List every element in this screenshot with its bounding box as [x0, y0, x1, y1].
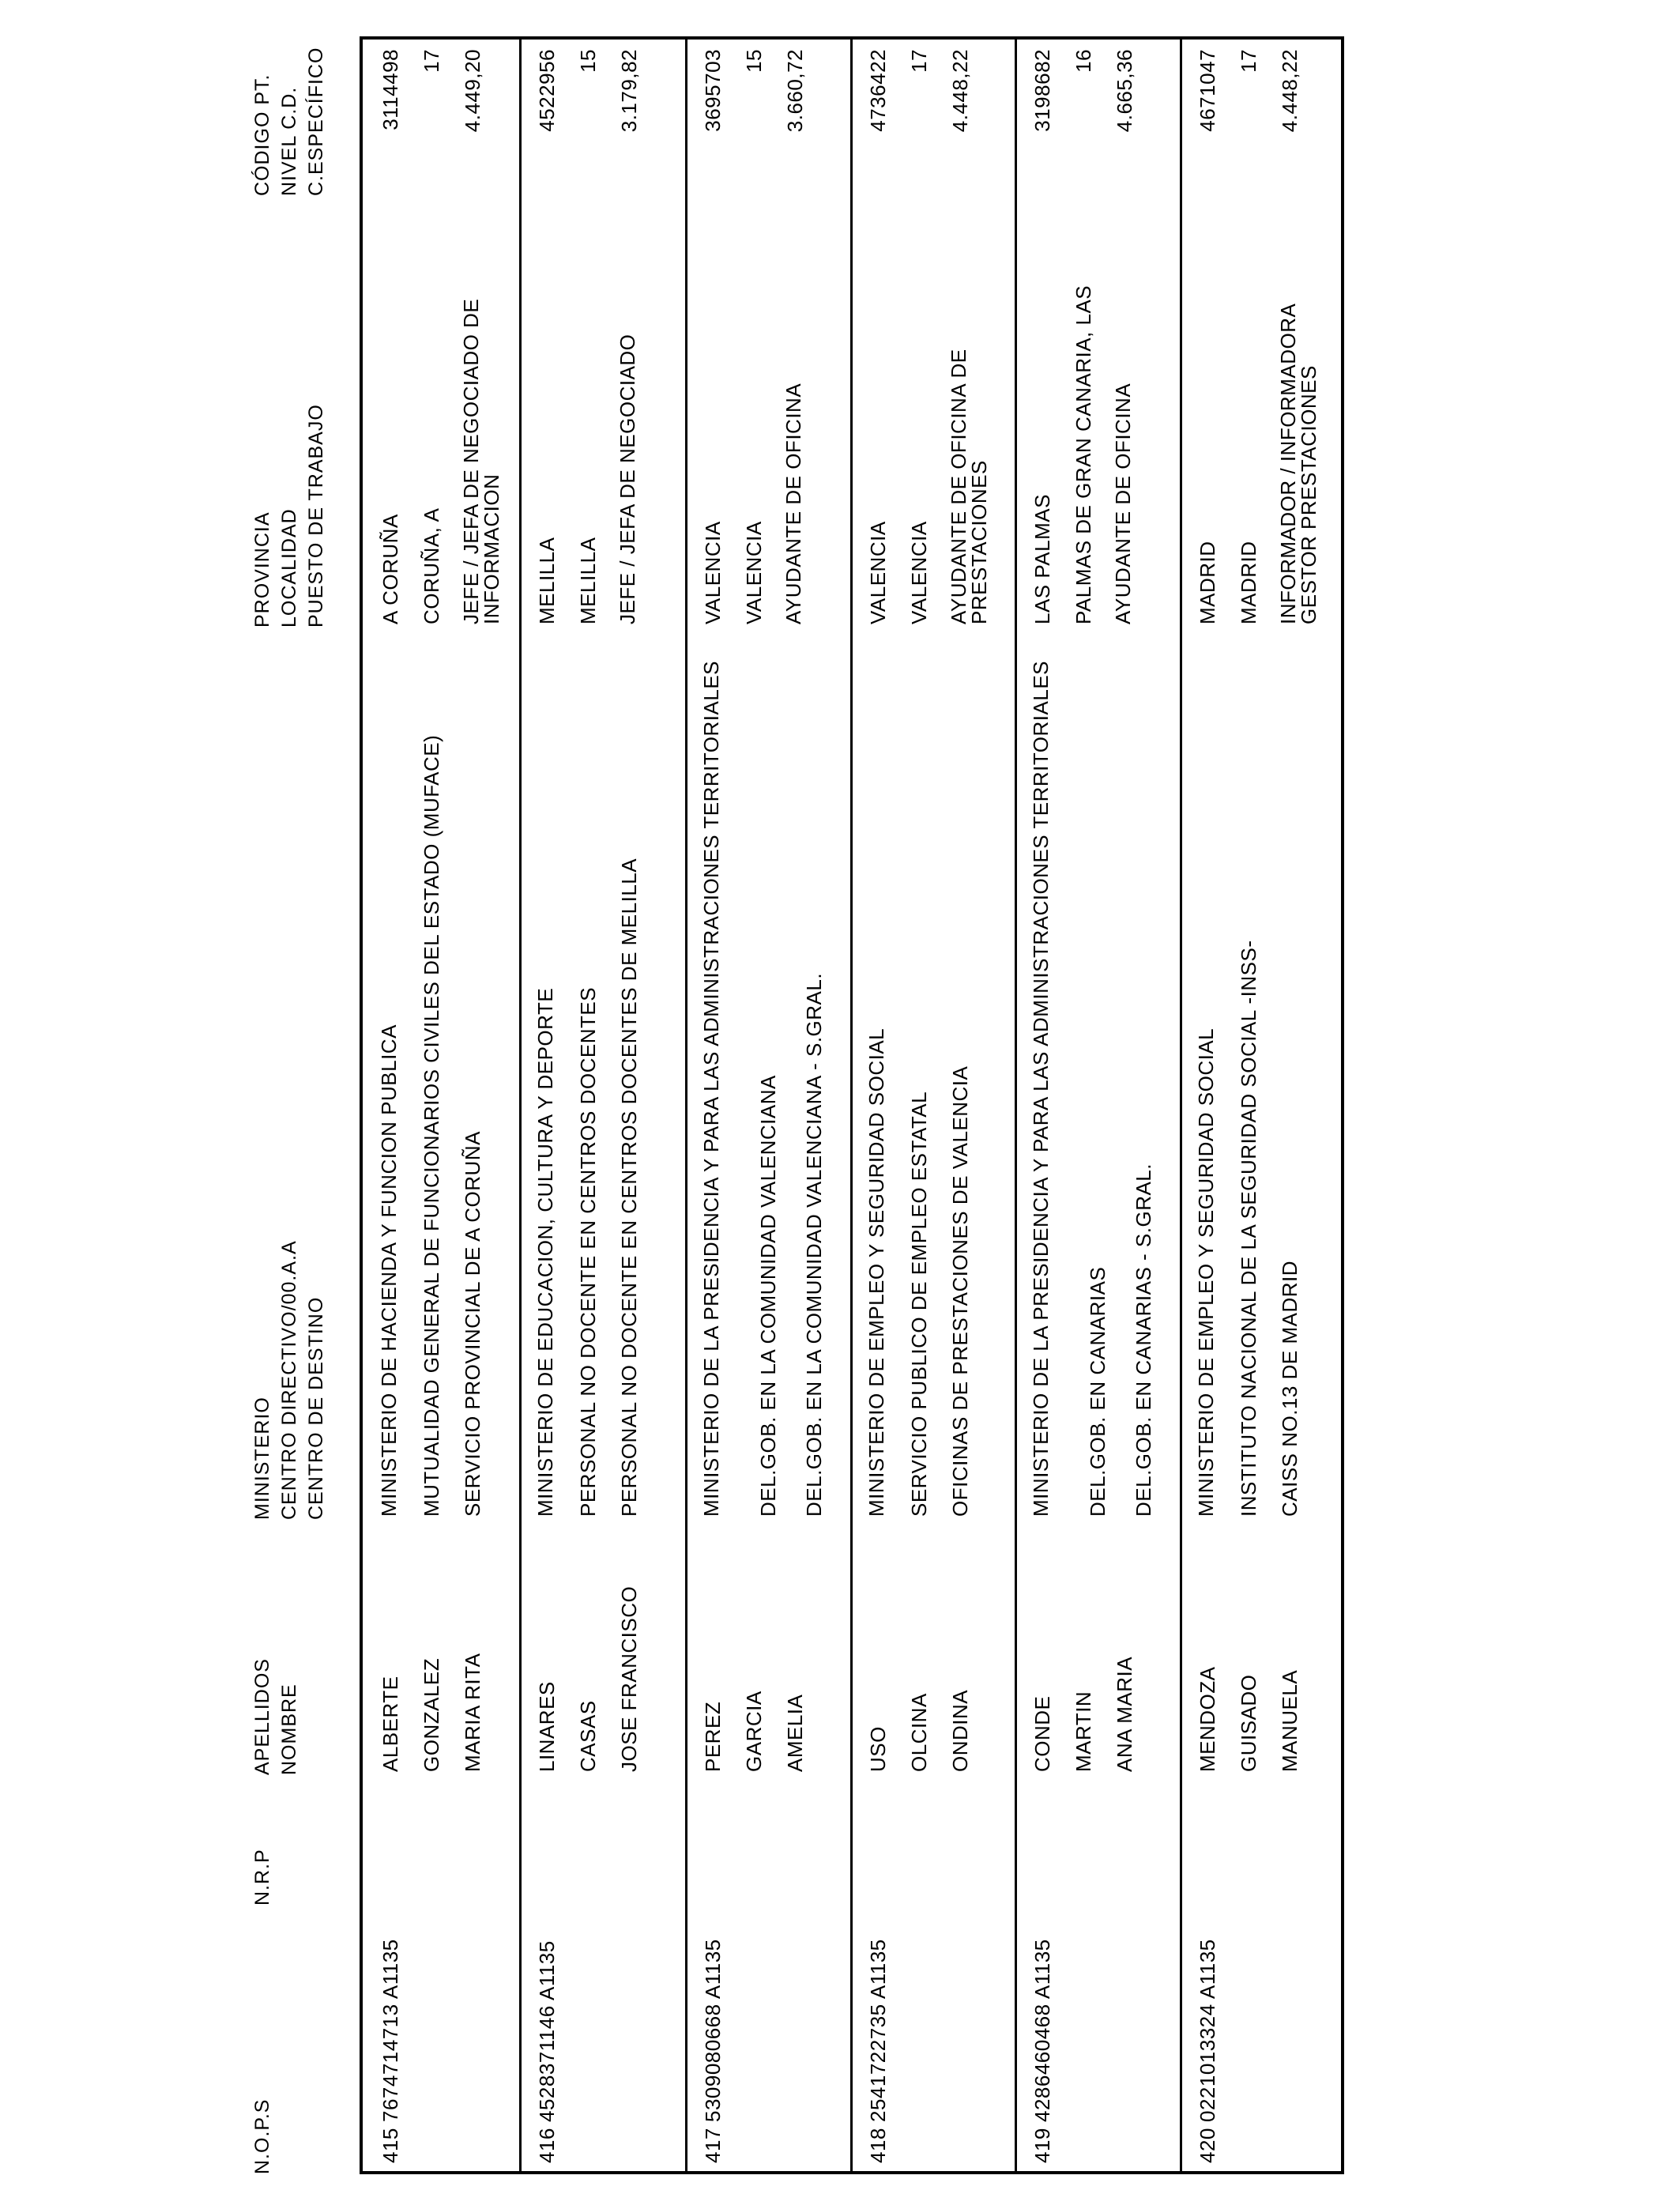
cell-codigo: 3198682 [1030, 49, 1054, 132]
cell-nrp: 2541722735 A1135 [866, 1939, 890, 2122]
cell-apellido1: ALBERTE [379, 1676, 402, 1772]
cell-especifico: 4.665,36 [1113, 49, 1136, 133]
cell-localidad: PALMAS DE GRAN CANARIA, LAS [1072, 285, 1095, 624]
cell-centro-directivo: MUTUALIDAD GENERAL DE FUNCIONARIOS CIVILES DEL ESTADO (MUFACE) [420, 734, 443, 1517]
cell-nrp: 4528371146 A1135 [535, 1940, 559, 2122]
cell-centro-directivo: PERSONAL NO DOCENTE EN CENTROS DOCENTES [576, 986, 600, 1517]
cell-centro-destino: OFICINAS DE PRESTACIONES DE VALENCIA [948, 1065, 972, 1517]
row-separator [1180, 40, 1182, 2171]
cell-puesto: AYUDANTE DE OFICINA [782, 383, 805, 624]
cell-centro-directivo: INSTITUTO NACIONAL DE LA SEGURIDAD SOCIAL -INSS- [1237, 940, 1260, 1517]
row-separator [1015, 40, 1017, 2171]
cell-apellido2: CASAS [576, 1700, 600, 1772]
cell-nrp: 0221013324 A1135 [1196, 1939, 1219, 2122]
cell-codigo: 3114498 [379, 49, 402, 130]
cell-puesto: JEFE / JEFA DE NEGOCIADO DE INFORMACION [459, 298, 503, 624]
cell-ministerio: MINISTERIO DE EMPLEO Y SEGURIDAD SOCIAL [1194, 1027, 1218, 1517]
cell-nivel: 17 [907, 49, 931, 73]
cell-centro-destino: DEL.GOB. EN LA COMUNIDAD VALENCIANA - S.GRAL. [802, 972, 826, 1517]
cell-ministerio: MINISTERIO DE EDUCACION, CULTURA Y DEPORTE [533, 987, 557, 1517]
header-especifico: C.ESPECÍFICO [305, 47, 327, 196]
header-provincia: PROVINCIA [251, 511, 273, 628]
cell-localidad: CORUÑA, A [420, 507, 443, 624]
cell-centro-directivo: DEL.GOB. EN CANARIAS [1086, 1266, 1109, 1517]
header-localidad: LOCALIDAD [278, 508, 300, 628]
cell-especifico: 4.448,22 [948, 49, 972, 133]
cell-especifico: 4.448,22 [1278, 49, 1301, 133]
cell-nombre: ONDINA [948, 1689, 972, 1772]
cell-centro-destino: DEL.GOB. EN CANARIAS - S.GRAL. [1132, 1163, 1155, 1517]
cell-nops: 418 [866, 2128, 890, 2163]
cell-codigo: 4736422 [866, 49, 890, 132]
header-nombre: NOMBRE [278, 1683, 300, 1775]
cell-nivel: 17 [1237, 49, 1260, 73]
cell-nombre: JOSE FRANCISCO [617, 1585, 641, 1772]
header-centro-destino: CENTRO DE DESTINO [305, 1296, 327, 1520]
header-puesto: PUESTO DE TRABAJO [305, 404, 327, 628]
cell-apellido1: CONDE [1030, 1695, 1054, 1772]
cell-especifico: 3.179,82 [617, 49, 641, 133]
cell-provincia: LAS PALMAS [1030, 494, 1054, 624]
row-separator [850, 40, 853, 2171]
cell-puesto: AYUDANTE DE OFICINA [1111, 383, 1135, 624]
cell-nivel: 15 [576, 49, 600, 73]
cell-provincia: MADRID [1196, 541, 1219, 624]
cell-provincia: MELILLA [535, 537, 559, 624]
cell-nrp: 4286460468 A1135 [1030, 1939, 1054, 2122]
header-ministerio: MINISTERIO [251, 1397, 273, 1520]
cell-nops: 420 [1196, 2128, 1219, 2163]
header-nivel: NIVEL C.D. [278, 86, 300, 196]
row-separator [519, 40, 522, 2171]
cell-centro-directivo: DEL.GOB. EN LA COMUNIDAD VALENCIANA [756, 1075, 780, 1517]
cell-ministerio: MINISTERIO DE LA PRESIDENCIA Y PARA LAS ADMINISTRACIONES TERRITORIALES [699, 661, 723, 1517]
cell-apellido2: GONZALEZ [420, 1657, 443, 1772]
cell-nombre: AMELIA [783, 1694, 807, 1772]
cell-localidad: VALENCIA [742, 521, 766, 624]
cell-ministerio: MINISTERIO DE EMPLEO Y SEGURIDAD SOCIAL [864, 1027, 888, 1517]
cell-codigo: 4522956 [535, 49, 559, 132]
cell-puesto: INFORMADOR / INFORMADORA GESTOR PRESTACIONES [1276, 304, 1320, 624]
cell-apellido2: GUISADO [1237, 1674, 1260, 1772]
cell-apellido1: LINARES [535, 1681, 559, 1772]
cell-apellido1: MENDOZA [1196, 1666, 1219, 1772]
cell-provincia: VALENCIA [701, 521, 725, 624]
cell-apellido2: MARTIN [1072, 1691, 1095, 1772]
cell-nops: 417 [701, 2128, 725, 2163]
cell-localidad: VALENCIA [907, 521, 931, 624]
cell-apellido1: USO [866, 1726, 890, 1772]
cell-centro-destino: CAISS NO.13 DE MADRID [1278, 1260, 1301, 1517]
header-apellidos: APELLIDOS [251, 1658, 273, 1775]
header-nops: N.O.P.S [251, 2098, 273, 2174]
cell-nops: 419 [1030, 2128, 1054, 2163]
cell-apellido2: OLCINA [907, 1693, 931, 1772]
cell-centro-destino: PERSONAL NO DOCENTE EN CENTROS DOCENTES DE MELILLA [617, 858, 641, 1517]
header-nrp: N.R.P [251, 1849, 273, 1906]
cell-puesto: AYUDANTE DE OFICINA DE PRESTACIONES [947, 349, 991, 624]
cell-nops: 416 [535, 2128, 559, 2163]
cell-centro-directivo: SERVICIO PUBLICO DE EMPLEO ESTATAL [907, 1091, 931, 1517]
cell-apellido1: PEREZ [701, 1701, 725, 1772]
cell-centro-destino: SERVICIO PROVINCIAL DE A CORUÑA [461, 1131, 484, 1517]
header-codigo: CÓDIGO PT. [251, 74, 273, 196]
cell-ministerio: MINISTERIO DE LA PRESIDENCIA Y PARA LAS ADMINISTRACIONES TERRITORIALES [1029, 661, 1053, 1517]
header-centro-directivo: CENTRO DIRECTIVO/00.A.A [278, 1240, 300, 1520]
cell-apellido2: GARCIA [742, 1691, 766, 1772]
cell-provincia: A CORUÑA [379, 514, 402, 624]
cell-codigo: 4671047 [1196, 49, 1219, 132]
cell-localidad: MADRID [1237, 541, 1260, 624]
cell-especifico: 4.449,20 [461, 49, 484, 133]
records-table [360, 36, 1344, 2174]
cell-provincia: VALENCIA [866, 521, 890, 624]
cell-nivel: 16 [1072, 49, 1095, 73]
cell-codigo: 3695703 [701, 49, 725, 132]
cell-nivel: 15 [742, 49, 766, 73]
cell-nrp: 5309080668 A1135 [701, 1939, 725, 2122]
cell-nops: 415 [379, 2128, 402, 2163]
cell-localidad: MELILLA [576, 537, 600, 624]
cell-nivel: 17 [420, 49, 443, 73]
cell-nombre: ANA MARIA [1113, 1656, 1136, 1772]
cell-nombre: MANUELA [1278, 1669, 1301, 1772]
cell-puesto: JEFE / JEFA DE NEGOCIADO [616, 334, 639, 624]
row-separator [685, 40, 687, 2171]
cell-nrp: 7674714713 A1135 [379, 1939, 402, 2122]
cell-nombre: MARIA RITA [461, 1653, 484, 1772]
cell-especifico: 3.660,72 [783, 49, 807, 133]
cell-ministerio: MINISTERIO DE HACIENDA Y FUNCION PUBLICA [377, 1024, 401, 1517]
